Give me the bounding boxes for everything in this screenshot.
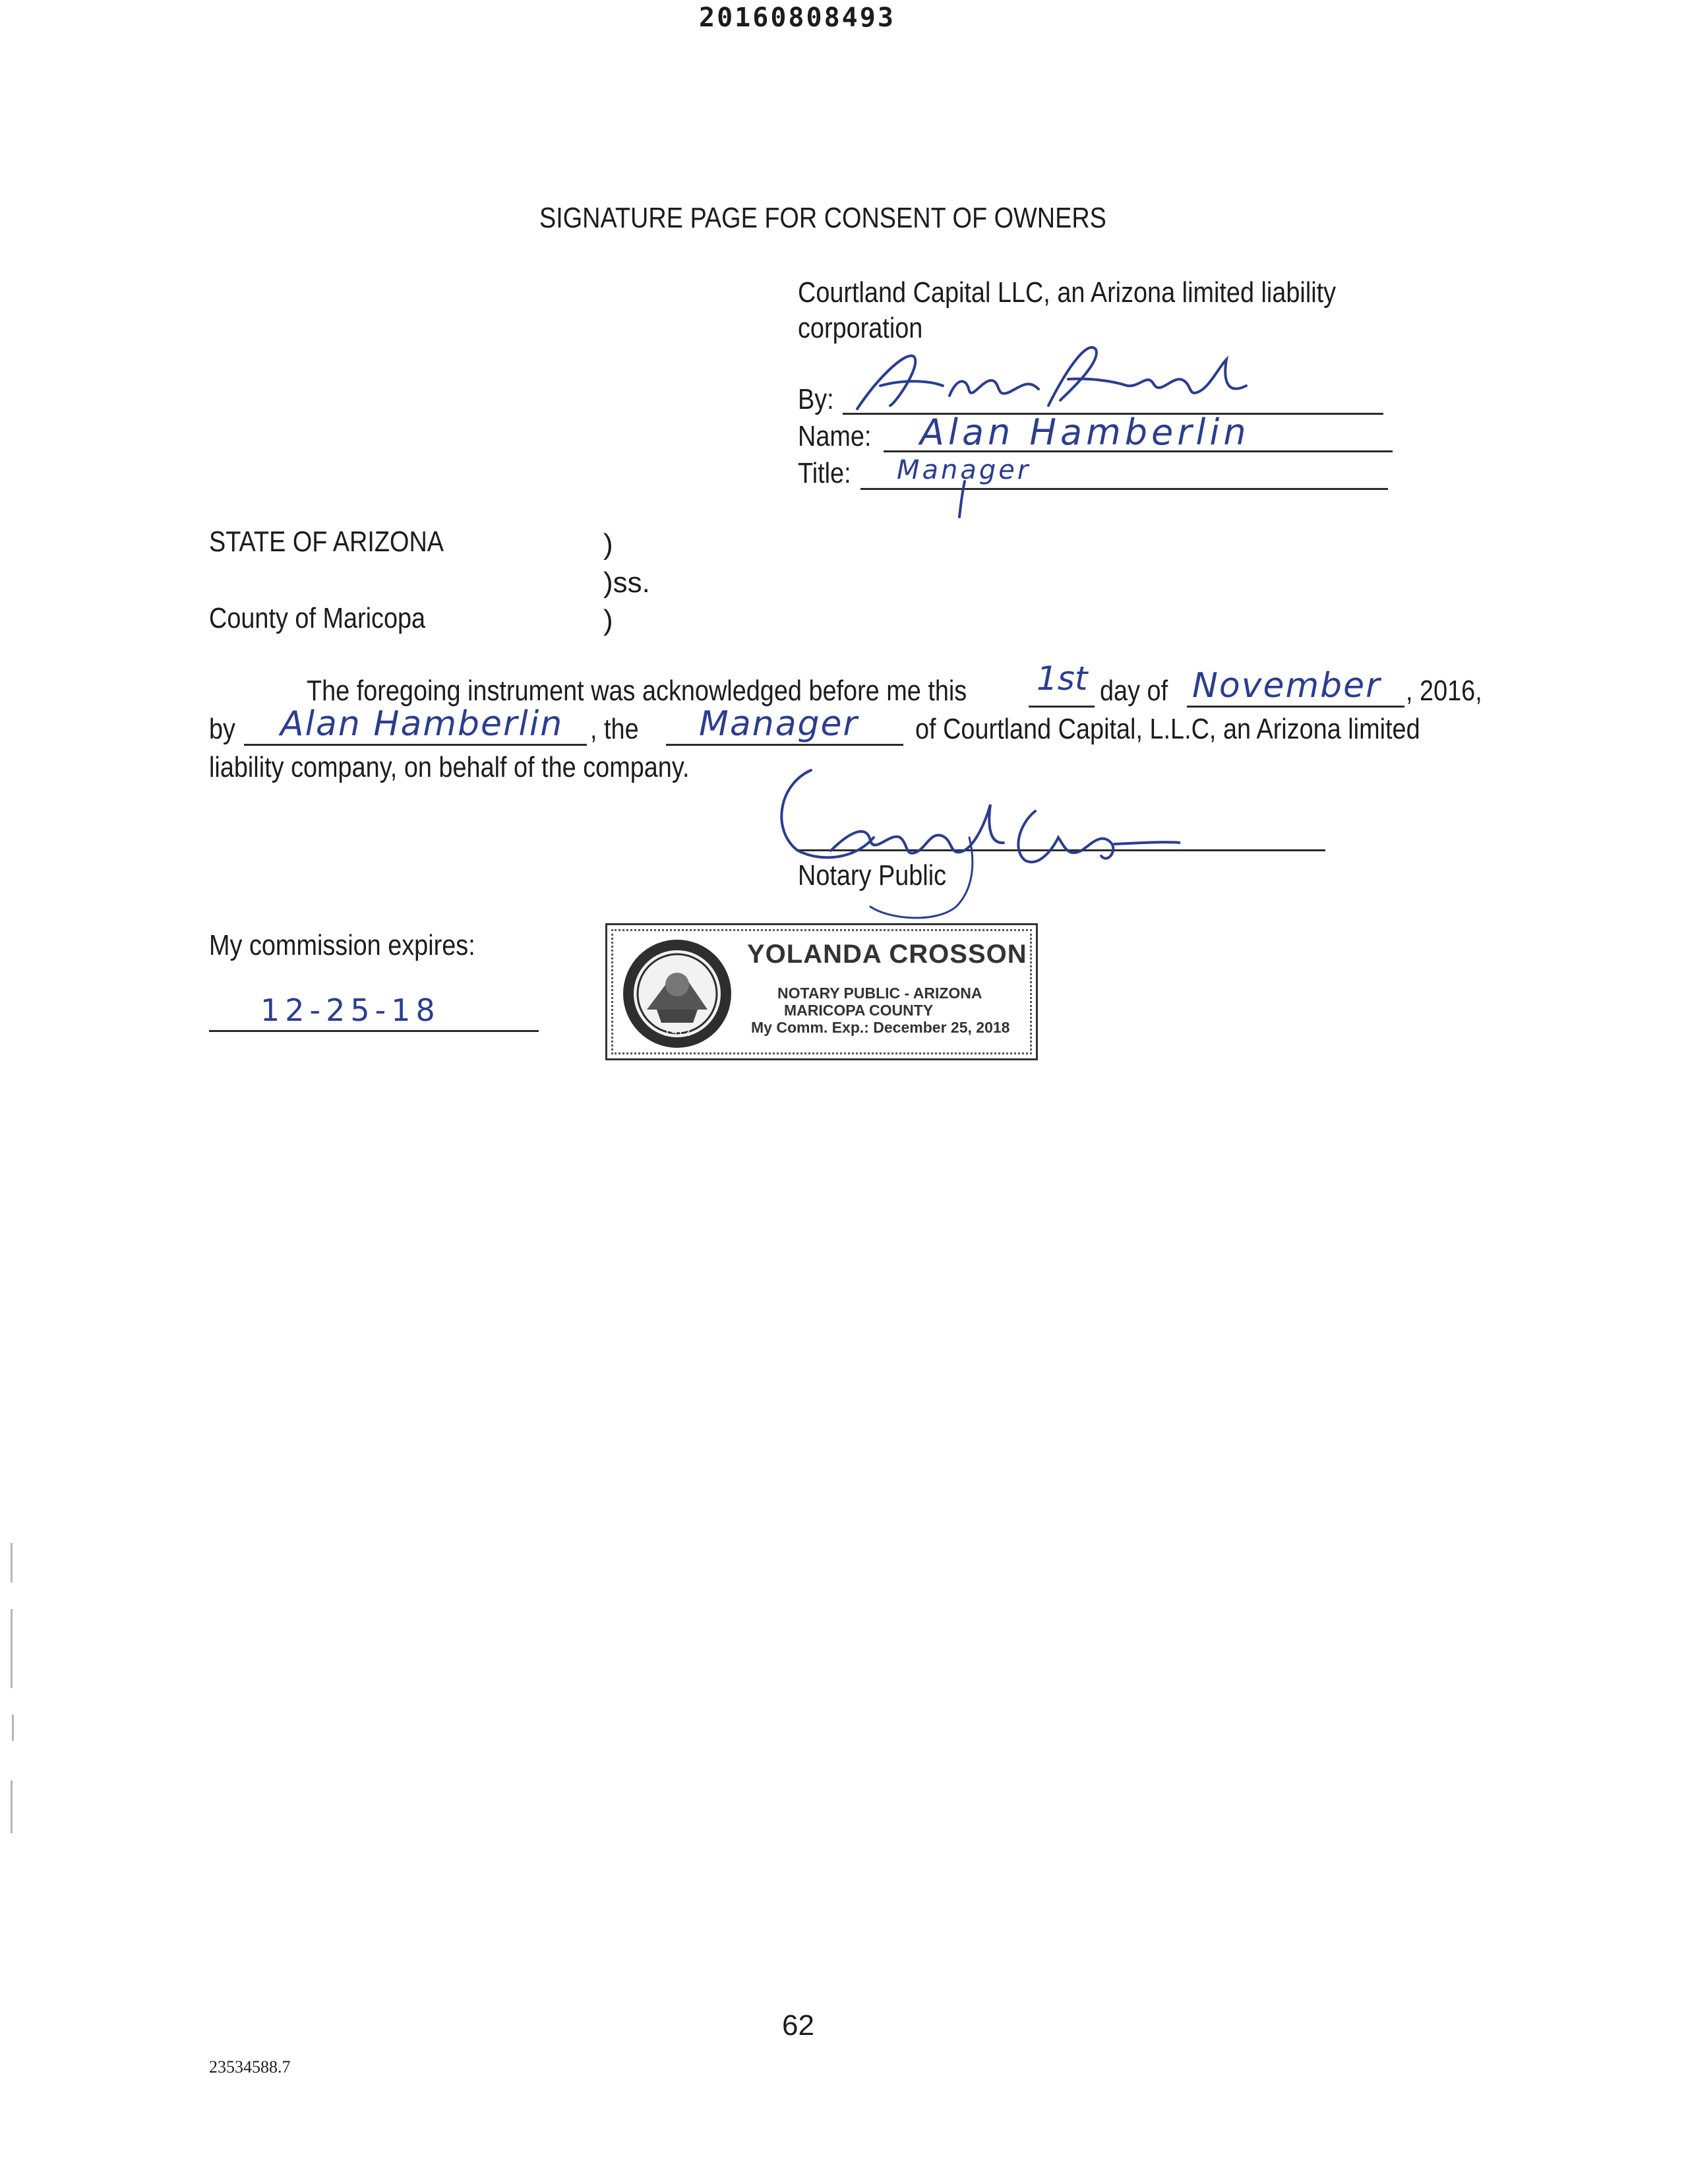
title-handwritten: Manager [897,455,1031,485]
title-stroke [953,480,973,520]
by-label-text: By: [798,383,834,415]
ack-year [1406,674,1495,708]
scan-artifact [11,1780,13,1833]
stamp-name: YOLANDA CROSSON [747,940,1027,969]
page-number: 62 [782,2009,814,2042]
role-blank [666,744,903,746]
stamp-line-1: NOTARY PUBLIC - ARIZONA [777,985,982,1002]
name-label [798,419,884,454]
title-line [860,488,1388,490]
ack-day-of [1100,674,1179,708]
scan-artifact [11,1543,13,1583]
venue-ss: )ss. [603,566,650,599]
venue-state-text: STATE OF ARIZONA [209,526,444,558]
role-handwritten: Manager [699,704,859,744]
notary-public-label-text: Notary Public [798,859,947,892]
ack-line-3-text: liability company, on behalf of the company. [209,751,690,783]
venue-paren-bottom: ) [603,604,613,636]
ack-day-of-text: day of [1100,675,1168,707]
person-handwritten: Alan Hamberlin [280,704,564,744]
owner-signature [851,340,1259,419]
venue-county [209,601,461,636]
person-blank [244,744,587,746]
page-title [539,201,1199,235]
company-line-1 [798,276,1424,310]
ack-by [209,712,239,746]
document-number: 20160808493 [699,3,895,33]
page-title-text: SIGNATURE PAGE FOR CONSENT OF OWNERS [539,202,1106,234]
company-line-2-text: corporation [798,312,923,344]
commission-label-text: My commission expires: [209,929,475,961]
month-blank [1187,706,1404,708]
commission-date-handwritten: 12-25-18 [260,992,440,1028]
notary-stamp [605,923,1038,1060]
scan-artifact [11,1609,13,1688]
venue-county-text: County of Maricopa [209,602,426,634]
name-handwritten: Alan Hamberlin [920,411,1250,453]
ack-by-text: by [209,713,235,745]
ack-line-1-pre [307,674,1074,708]
by-label [798,382,840,417]
ack-the-text: , the [590,713,639,745]
day-handwritten: 1st [1037,659,1088,698]
ack-year-text: , 2016, [1406,675,1482,707]
stamp-line-2: MARICOPA COUNTY [784,1002,934,1019]
name-label-text: Name: [798,420,872,452]
footer-doc-id: 23534588.7 [209,2057,291,2077]
title-label [798,456,860,491]
ack-line-2-end [915,712,1502,746]
state-seal-icon [620,937,734,1050]
company-line-1-text: Courtland Capital LLC, an Arizona limited liability [798,276,1337,309]
ack-line-3 [209,750,768,785]
month-handwritten: November [1192,666,1381,706]
stamp-line-3: My Comm. Exp.: December 25, 2018 [751,1019,1010,1036]
venue-state [209,525,482,559]
day-blank [1029,706,1095,708]
ack-line-1-pre-text: The foregoing instrument was acknowledged before me this [307,675,967,707]
seal-year: 1912 [663,1026,691,1039]
notary-public-label [798,859,971,893]
ack-the [590,712,647,746]
commission-label [209,928,518,963]
title-label-text: Title: [798,457,851,489]
venue-paren-top: ) [603,528,613,561]
ack-line-2-end-text: of Courtland Capital, L.L.C, an Arizona limited [915,713,1420,745]
commission-line [209,1030,539,1032]
scan-artifact [12,1714,14,1741]
notary-signature [758,758,1180,930]
